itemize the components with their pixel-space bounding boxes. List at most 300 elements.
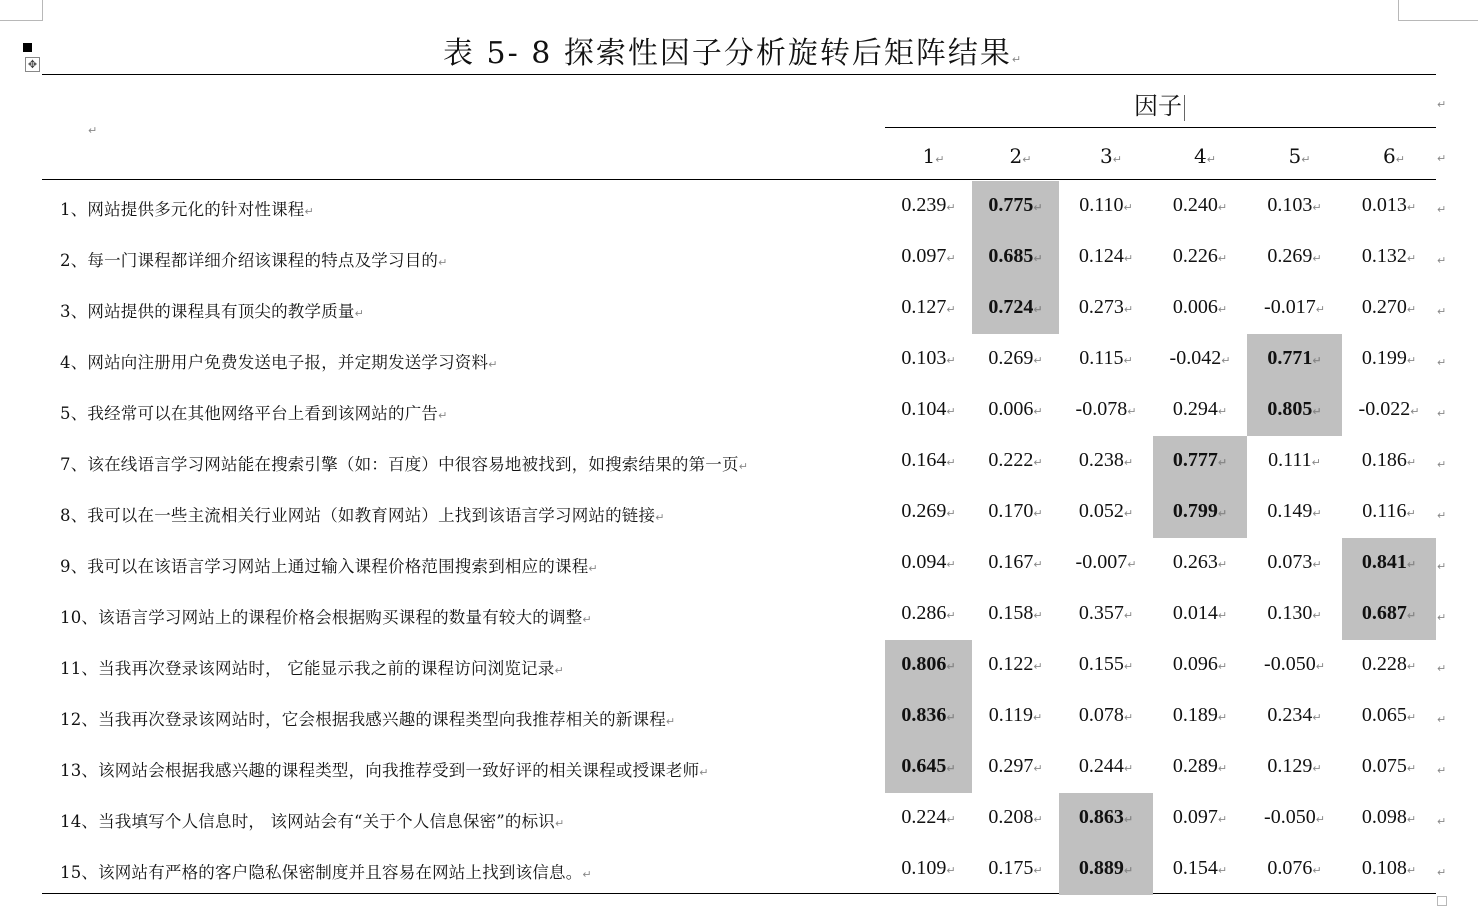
item-label-text: 9、我可以在该语言学习网站上通过输入课程价格范围搜索到相应的课程 [60, 557, 589, 576]
header-row-end-mark-icon: ↵ [1437, 98, 1447, 111]
paragraph-mark-icon: ↵ [1123, 762, 1134, 775]
paragraph-mark-icon: ↵ [1406, 201, 1417, 214]
factor-column-header [1010, 144, 1032, 168]
item-label-text: 12、当我再次登录该网站时，它会根据我感兴趣的课程类型向我推荐相关的新课程 [60, 710, 666, 729]
paragraph-mark-icon: ↵ [1217, 507, 1228, 520]
loading-value-text: -0.042 [1169, 347, 1222, 369]
paragraph-mark-icon: ↵ [1217, 813, 1228, 826]
paragraph-mark-icon: ↵ [1123, 660, 1134, 673]
loading-value-text: 0.111 [1268, 449, 1312, 471]
paragraph-mark-icon: ↵ [1217, 252, 1228, 265]
paragraph-mark-icon: ↵ [1217, 405, 1228, 418]
paragraph-mark-icon: ↵ [946, 456, 956, 469]
loading-value-text: 0.096 [1172, 653, 1218, 675]
loading-value [1153, 551, 1247, 574]
row-end-mark-icon: ↵ [1437, 662, 1447, 675]
item-label-text: 5、我经常可以在其他网络平台上看到该网站的广告 [60, 404, 439, 423]
loading-value [885, 245, 972, 268]
loading-value [972, 704, 1059, 727]
item-label-text: 4、网站向注册用户免费发送电子报，并定期发送学习资料 [60, 353, 489, 372]
loading-value [885, 857, 972, 880]
row-end-mark-icon: ↵ [1437, 764, 1447, 777]
item-label-text: 10、该语言学习网站上的课程价格会根据购买课程的数量有较大的调整 [60, 608, 583, 627]
item-label [60, 757, 709, 781]
loading-value [1153, 806, 1247, 829]
row-end-mark-icon: ↵ [1437, 356, 1447, 369]
loading-value [1342, 704, 1436, 727]
paragraph-mark-icon: ↵ [665, 715, 676, 728]
factor-column-number: 3 [1100, 144, 1113, 168]
loading-value [1247, 245, 1342, 268]
loading-value-text: 0.687 [1361, 602, 1407, 624]
loading-value-text: 0.685 [988, 245, 1034, 267]
loading-value-text: 0.103 [1267, 194, 1313, 216]
loading-value [885, 806, 972, 829]
loading-value-text: -0.050 [1264, 806, 1316, 828]
loading-value [972, 755, 1059, 778]
loading-value [1059, 398, 1153, 421]
loading-value [1153, 602, 1247, 625]
factor-column-header [1194, 144, 1216, 168]
loading-value [972, 296, 1059, 319]
loading-value [1342, 245, 1436, 268]
loading-value-text: 0.097 [901, 245, 947, 267]
paragraph-mark-icon: ↵ [1315, 303, 1325, 316]
paragraph-mark-icon: ↵ [946, 405, 956, 418]
factor-column-number: 2 [1009, 144, 1023, 168]
loading-value-text: 0.170 [988, 500, 1034, 522]
row-end-mark-icon: ↵ [1437, 560, 1447, 573]
loading-value-text: 0.108 [1361, 857, 1407, 879]
loading-value-text: 0.805 [1267, 398, 1313, 420]
loading-value-text: 0.103 [901, 347, 947, 369]
loading-value [1153, 449, 1247, 472]
loading-value-text: 0.234 [1267, 704, 1313, 726]
item-label [60, 247, 448, 271]
column-row-end-mark-icon: ↵ [1437, 152, 1447, 165]
loading-value [972, 857, 1059, 880]
paragraph-mark-icon: ↵ [1312, 252, 1322, 265]
loading-value [972, 500, 1059, 523]
loading-value [1059, 704, 1153, 727]
loading-value-text: 0.269 [1267, 245, 1313, 267]
paragraph-mark-icon: ↵ [488, 358, 498, 371]
loading-value-text: 0.186 [1361, 449, 1407, 471]
item-label-text: 8、我可以在一些主流相关行业网站（如教育网站）上找到该语言学习网站的链接 [60, 506, 656, 525]
paragraph-mark-icon: ↵ [1033, 711, 1043, 724]
paragraph-mark-icon: ↵ [946, 864, 956, 877]
item-label [60, 349, 498, 373]
loading-value [1153, 296, 1247, 319]
text-cursor [1184, 95, 1185, 121]
paragraph-mark-icon: ↵ [1217, 762, 1228, 775]
row-end-mark-icon: ↵ [1437, 815, 1447, 828]
paragraph-mark-icon: ↵ [1217, 303, 1228, 316]
factor-column-number: 5 [1288, 144, 1302, 168]
loading-value [1342, 500, 1436, 523]
factor-column-number: 1 [922, 144, 936, 168]
loading-value [885, 500, 972, 523]
loading-value-text: 0.238 [1078, 449, 1124, 471]
loading-value-text: 0.132 [1361, 245, 1407, 267]
item-label-text: 3、网站提供的课程具有顶尖的教学质量 [60, 302, 355, 321]
loading-value-text: 0.244 [1078, 755, 1124, 777]
paragraph-mark-icon: ↵ [1123, 813, 1134, 826]
paragraph-mark-icon: ↵ [935, 153, 945, 166]
paragraph-mark-icon: ↵ [1406, 354, 1417, 367]
item-label-text: 11、当我再次登录该网站时， 它能显示我之前的课程访问浏览记录 [60, 659, 555, 678]
loading-value [885, 551, 972, 574]
loading-value [1247, 755, 1342, 778]
item-label-text: 14、当我填写个人信息时， 该网站会有“关于个人信息保密”的标识 [60, 812, 556, 831]
loading-value [1342, 857, 1436, 880]
table-caption-text: 表 5- 8 探索性因子分析旋转后矩阵结果 [443, 36, 1012, 71]
crop-mark-bottom-right [1437, 896, 1447, 906]
paragraph-mark-icon: ↵ [1033, 252, 1043, 265]
loading-value [1342, 755, 1436, 778]
paragraph-mark-icon: ↵ [555, 817, 565, 830]
loading-value-text: 0.073 [1267, 551, 1313, 573]
factor-column-number: 6 [1383, 144, 1396, 168]
paragraph-mark-icon: ↵ [1406, 813, 1417, 826]
paragraph-mark-icon: ↵ [1033, 762, 1043, 775]
loading-value [1153, 500, 1247, 523]
loading-value-text: 0.158 [988, 602, 1034, 624]
item-label [60, 859, 592, 883]
paragraph-mark-icon: ↵ [1301, 153, 1311, 166]
paragraph-mark-icon: ↵ [946, 711, 956, 724]
loading-value-text: 0.097 [1172, 806, 1218, 828]
paragraph-mark-icon: ↵ [1217, 711, 1228, 724]
paragraph-mark-icon: ↵ [1123, 864, 1134, 877]
loading-value-text: 0.799 [1172, 500, 1218, 522]
loading-value-text: 0.076 [1267, 857, 1313, 879]
loading-value [1247, 449, 1342, 472]
loading-value [1153, 398, 1247, 421]
loading-value-text: 0.127 [901, 296, 947, 318]
loading-value-text: 0.239 [901, 194, 947, 216]
paragraph-mark-icon: ↵ [1315, 813, 1325, 826]
loading-value-text: 0.094 [901, 551, 947, 573]
loading-value [1059, 653, 1153, 676]
loading-value [885, 602, 972, 625]
paragraph-mark-icon: ↵ [1395, 153, 1405, 166]
loading-value [972, 653, 1059, 676]
paragraph-mark-icon: ↵ [946, 252, 956, 265]
loading-value-text: 0.269 [988, 347, 1034, 369]
paragraph-mark-icon: ↵ [946, 762, 956, 775]
loading-value [972, 194, 1059, 217]
loading-value-text: 0.155 [1078, 653, 1124, 675]
paragraph-mark-icon: ↵ [1011, 53, 1024, 66]
paragraph-mark-icon: ↵ [1123, 507, 1134, 520]
item-label [60, 298, 364, 322]
paragraph-mark-icon: ↵ [1312, 354, 1322, 367]
paragraph-mark-icon: ↵ [1022, 153, 1032, 166]
paragraph-mark-icon: ↵ [1312, 609, 1322, 622]
paragraph-mark-icon: ↵ [1033, 660, 1043, 673]
paragraph-mark-icon: ↵ [1127, 405, 1137, 418]
loading-value [885, 347, 972, 370]
loading-value-text: 0.122 [988, 653, 1034, 675]
paragraph-mark-icon: ↵ [1406, 609, 1417, 622]
factor-group-rule [885, 127, 1436, 128]
loading-value [1059, 857, 1153, 880]
loading-value [1153, 755, 1247, 778]
loading-value [972, 449, 1059, 472]
loading-value-text: 0.065 [1361, 704, 1407, 726]
loading-value [1247, 500, 1342, 523]
paragraph-mark-icon: ↵ [1033, 405, 1043, 418]
loading-value-text: 0.078 [1078, 704, 1124, 726]
paragraph-mark-icon: ↵ [1033, 303, 1043, 316]
paragraph-mark-icon: ↵ [1217, 660, 1228, 673]
loading-value [1059, 194, 1153, 217]
loading-value-text: 0.226 [1172, 245, 1218, 267]
loading-value [1153, 194, 1247, 217]
paragraph-mark-icon: ↵ [1312, 507, 1322, 520]
paragraph-mark-icon: ↵ [1123, 354, 1133, 367]
loading-value [972, 806, 1059, 829]
loading-value-text: 0.075 [1361, 755, 1407, 777]
loading-value-text: 0.175 [988, 857, 1034, 879]
loading-value-text: 0.357 [1078, 602, 1124, 624]
paragraph-mark-icon: ↵ [1217, 201, 1228, 214]
loading-value-text: 0.130 [1267, 602, 1313, 624]
loading-value [1059, 500, 1153, 523]
table-select-marker[interactable] [23, 43, 32, 52]
loading-value-text: 0.724 [988, 296, 1034, 318]
loading-value [1153, 245, 1247, 268]
paragraph-mark-icon: ↵ [1312, 558, 1322, 571]
paragraph-mark-icon: ↵ [699, 766, 709, 779]
row-end-mark-icon: ↵ [1437, 509, 1447, 522]
paragraph-mark-icon: ↵ [1123, 201, 1133, 214]
loading-value [885, 194, 972, 217]
paragraph-mark-icon: ↵ [1221, 354, 1231, 367]
paragraph-mark-icon: ↵ [1312, 711, 1322, 724]
loading-value [1059, 806, 1153, 829]
paragraph-mark-icon: ↵ [946, 813, 956, 826]
loading-value [1059, 551, 1153, 574]
loading-value-text: -0.017 [1264, 296, 1316, 318]
loading-value-text: 0.164 [901, 449, 947, 471]
paragraph-mark-icon: ↵ [1033, 813, 1043, 826]
loading-value [1247, 398, 1342, 421]
loading-value [972, 398, 1059, 421]
factor-header-label: 因子 [1134, 92, 1182, 120]
loading-value [1153, 704, 1247, 727]
item-label [60, 655, 564, 679]
paragraph-mark-icon: ↵ [1123, 456, 1134, 469]
item-label [60, 808, 564, 832]
crop-mark-top-right [1398, 0, 1478, 21]
loading-value-text: 0.149 [1267, 500, 1313, 522]
paragraph-mark-icon: ↵ [946, 558, 956, 571]
loading-value-text: 0.240 [1172, 194, 1218, 216]
loading-value [1247, 806, 1342, 829]
paragraph-mark-icon: ↵ [1123, 303, 1134, 316]
paragraph-mark-icon: ↵ [1312, 864, 1322, 877]
paragraph-mark-icon: ↵ [1217, 609, 1228, 622]
item-label-text: 1、网站提供多元化的针对性课程 [60, 200, 305, 219]
loading-value [885, 449, 972, 472]
loading-value-text: 0.297 [988, 755, 1034, 777]
table-move-handle-icon[interactable]: ✥ [25, 57, 40, 72]
loading-value [1342, 449, 1436, 472]
loading-value-text: 0.013 [1361, 194, 1407, 216]
loading-value-text: 0.289 [1172, 755, 1218, 777]
loading-value [1342, 602, 1436, 625]
loading-value-text: 0.116 [1362, 500, 1407, 522]
paragraph-mark-icon: ↵ [354, 307, 365, 320]
paragraph-mark-icon: ↵ [1410, 405, 1420, 418]
header-bottom-rule [42, 179, 1436, 180]
crop-mark-top-left [0, 0, 43, 21]
paragraph-mark-icon: ↵ [1123, 609, 1134, 622]
paragraph-mark-icon: ↵ [438, 256, 448, 269]
loading-value [885, 398, 972, 421]
item-label [60, 706, 675, 730]
table-top-rule [42, 74, 1436, 75]
loading-value [1342, 398, 1436, 421]
loading-value-text: 0.052 [1078, 500, 1124, 522]
factor-column-header [1289, 144, 1311, 168]
paragraph-mark-icon: ↵ [582, 868, 592, 881]
paragraph-mark-icon: ↵ [946, 609, 956, 622]
paragraph-mark-icon: ↵ [1112, 153, 1122, 166]
loading-value [1342, 653, 1436, 676]
loading-value-text: 0.098 [1361, 806, 1407, 828]
loading-value [1059, 347, 1153, 370]
loading-value-text: 0.006 [1172, 296, 1218, 318]
paragraph-mark-icon: ↵ [582, 613, 592, 626]
loading-value-text: 0.775 [988, 194, 1034, 216]
loading-value [1247, 704, 1342, 727]
loading-value [1153, 347, 1247, 370]
loading-value [1247, 653, 1342, 676]
paragraph-mark-icon: ↵ [1033, 201, 1043, 214]
row-end-mark-icon: ↵ [1437, 611, 1447, 624]
loading-value [1247, 296, 1342, 319]
loading-value [885, 755, 972, 778]
loading-value-text: 0.270 [1361, 296, 1407, 318]
loading-value [1247, 857, 1342, 880]
loading-value-text: 0.119 [988, 704, 1034, 726]
loading-value [1247, 194, 1342, 217]
table-caption [443, 28, 1023, 72]
item-label [60, 400, 448, 424]
paragraph-mark-icon: ↵ [946, 354, 956, 367]
loading-value [1247, 551, 1342, 574]
paragraph-mark-icon: ↵ [1123, 711, 1134, 724]
loading-value [1059, 296, 1153, 319]
loading-value-text: 0.014 [1172, 602, 1218, 624]
loading-value-text: 0.189 [1172, 704, 1218, 726]
loading-value [1059, 602, 1153, 625]
paragraph-mark-icon: ↵ [588, 562, 598, 575]
paragraph-mark-icon: ↵ [1312, 201, 1322, 214]
paragraph-mark-icon: ↵ [738, 460, 749, 473]
paragraph-mark-icon: ↵ [1033, 354, 1043, 367]
item-label-text: 2、每一门课程都详细介绍该课程的特点及学习目的 [60, 251, 439, 270]
loading-value-text: 0.129 [1267, 755, 1313, 777]
loading-value [1247, 602, 1342, 625]
item-label [60, 196, 314, 220]
loading-value-text: 0.110 [1079, 194, 1124, 216]
paragraph-mark-icon: ↵ [1315, 660, 1325, 673]
paragraph-mark-icon: ↵ [946, 507, 956, 520]
loading-value-text: 0.777 [1172, 449, 1218, 471]
factor-group-header [1134, 86, 1185, 121]
header-empty-cell-mark-icon: ↵ [88, 124, 98, 137]
loading-value-text: 0.889 [1078, 857, 1124, 879]
paragraph-mark-icon: ↵ [1033, 456, 1043, 469]
paragraph-mark-icon: ↵ [1406, 303, 1417, 316]
paragraph-mark-icon: ↵ [1127, 558, 1137, 571]
loading-value-text: -0.050 [1264, 653, 1316, 675]
paragraph-mark-icon: ↵ [1406, 558, 1417, 571]
paragraph-mark-icon: ↵ [1406, 660, 1417, 673]
loading-value [972, 602, 1059, 625]
loading-value-text: 0.124 [1078, 245, 1124, 267]
paragraph-mark-icon: ↵ [946, 303, 956, 316]
loading-value [1059, 755, 1153, 778]
paragraph-mark-icon: ↵ [1206, 153, 1216, 166]
loading-value [1342, 806, 1436, 829]
loading-value [885, 653, 972, 676]
factor-column-header [1383, 144, 1405, 168]
loading-value-text: 0.294 [1172, 398, 1218, 420]
loading-value [1342, 296, 1436, 319]
loading-value-text: 0.273 [1078, 296, 1124, 318]
loading-value [1059, 449, 1153, 472]
paragraph-mark-icon: ↵ [1406, 711, 1417, 724]
row-end-mark-icon: ↵ [1437, 713, 1447, 726]
factor-column-header [1100, 144, 1122, 168]
paragraph-mark-icon: ↵ [1311, 456, 1321, 469]
loading-value-text: 0.109 [901, 857, 947, 879]
loading-value-text: 0.222 [988, 449, 1034, 471]
paragraph-mark-icon: ↵ [1406, 252, 1417, 265]
paragraph-mark-icon: ↵ [1406, 762, 1417, 775]
row-end-mark-icon: ↵ [1437, 866, 1447, 879]
item-label-text: 13、该网站会根据我感兴趣的课程类型，向我推荐受到一致好评的相关课程或授课老师 [60, 761, 700, 780]
loading-value-text: 0.167 [988, 551, 1034, 573]
loading-value-text: 0.269 [901, 500, 947, 522]
paragraph-mark-icon: ↵ [304, 205, 314, 218]
item-label-text: 15、该网站有严格的客户隐私保密制度并且容易在网站上找到该信息。 [60, 863, 583, 882]
item-label [60, 502, 665, 526]
row-end-mark-icon: ↵ [1437, 305, 1447, 318]
paragraph-mark-icon: ↵ [554, 664, 564, 677]
item-label-text: 7、该在线语言学习网站能在搜索引擎（如：百度）中很容易地被找到，如搜索结果的第一页 [60, 455, 739, 474]
loading-value-text: 0.115 [1079, 347, 1124, 369]
loading-value-text: 0.836 [901, 704, 947, 726]
paragraph-mark-icon: ↵ [1406, 456, 1417, 469]
loading-value [1059, 245, 1153, 268]
factor-column-header [923, 144, 945, 168]
loading-value [1153, 653, 1247, 676]
loading-value [1247, 347, 1342, 370]
loading-value-text: 0.841 [1361, 551, 1407, 573]
loading-value [972, 347, 1059, 370]
loading-value [1153, 857, 1247, 880]
row-end-mark-icon: ↵ [1437, 254, 1447, 267]
paragraph-mark-icon: ↵ [1033, 609, 1043, 622]
paragraph-mark-icon: ↵ [1406, 864, 1417, 877]
loading-value-text: 0.771 [1267, 347, 1313, 369]
